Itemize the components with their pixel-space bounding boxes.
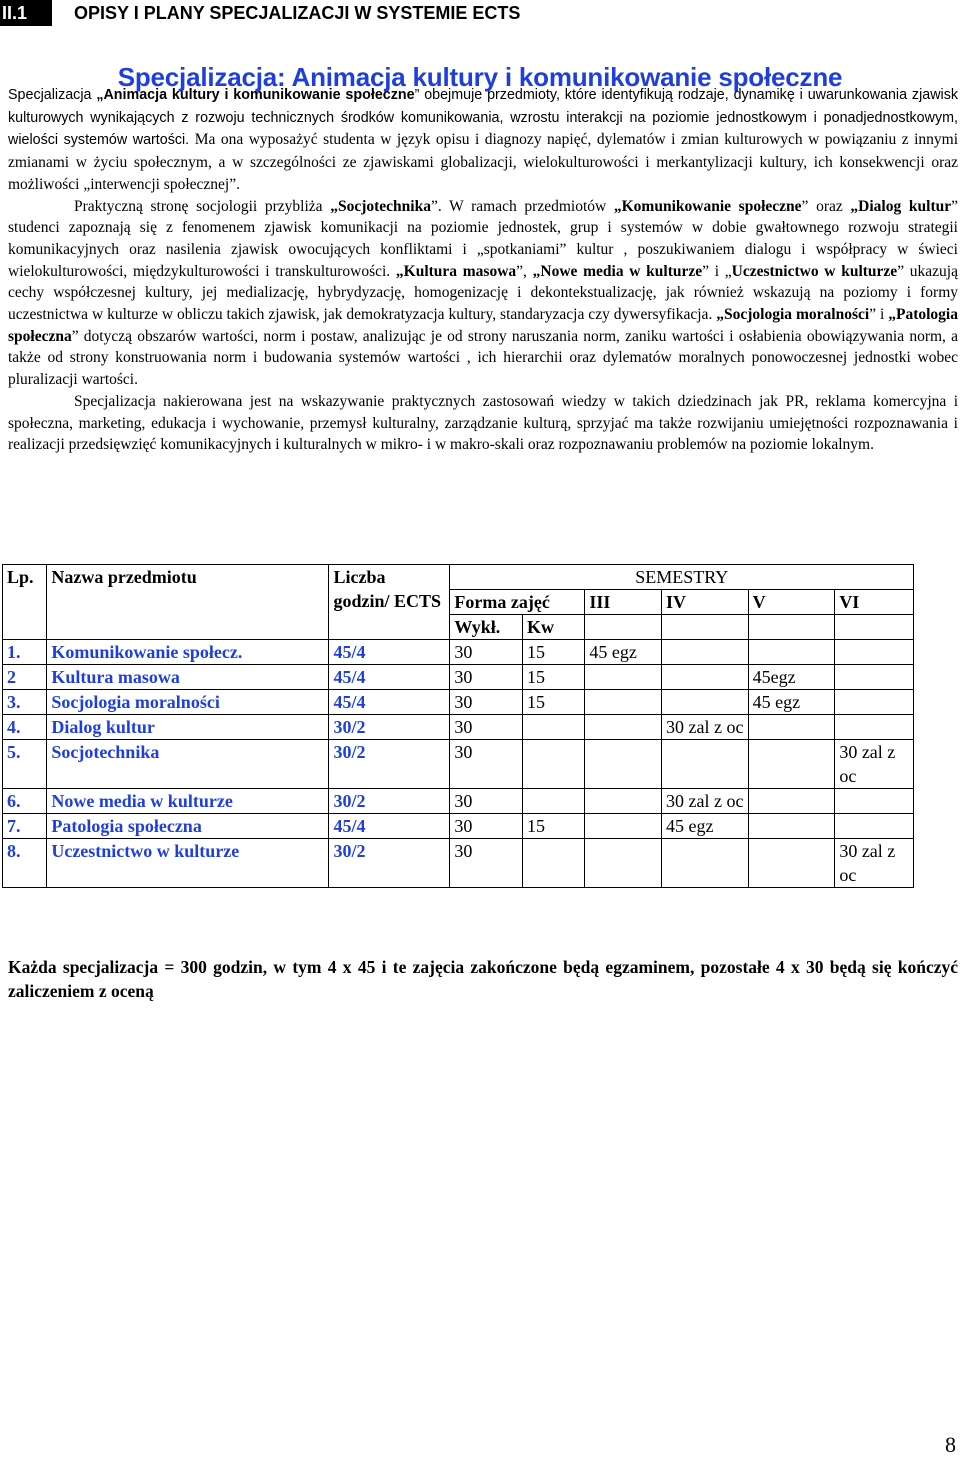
- row-lp: 4.: [3, 715, 47, 740]
- row-hours: 45/4: [329, 665, 450, 690]
- header-hours: Liczba godzin/ ECTS: [329, 565, 450, 640]
- header-empty: [835, 615, 914, 640]
- row-sem-iii: [585, 740, 662, 789]
- row-kw: 15: [522, 640, 584, 665]
- p2-p: „Patologia społeczna: [8, 306, 958, 345]
- row-lp: 3.: [3, 690, 47, 715]
- row-sem-iii: [585, 690, 662, 715]
- p2-f: „Dialog kultur: [850, 197, 952, 215]
- header-empty: [585, 615, 662, 640]
- row-sem-v: [748, 789, 835, 814]
- row-wykl: 30: [450, 814, 523, 839]
- intro-text: [8, 84, 958, 456]
- row-wykl: 30: [450, 789, 523, 814]
- section-number: II.1: [0, 0, 52, 26]
- row-sem-vi: [835, 814, 914, 839]
- row-name: Kultura masowa: [47, 665, 329, 690]
- row-sem-iv: 30 zal z oc: [662, 789, 749, 814]
- row-name: Patologia społeczna: [47, 814, 329, 839]
- row-sem-v: [748, 715, 835, 740]
- table-row: [3, 715, 914, 740]
- intro-paragraph-2: [8, 196, 958, 391]
- header-forma: Forma zajęć: [450, 590, 585, 615]
- row-kw: [522, 715, 584, 740]
- row-sem-v: [748, 640, 835, 665]
- row-hours: 45/4: [329, 640, 450, 665]
- row-sem-iv: 45 egz: [662, 814, 749, 839]
- row-sem-iii: [585, 665, 662, 690]
- header-empty: [748, 615, 835, 640]
- header-sem-iv: IV: [662, 590, 749, 615]
- p2-i: ”,: [516, 262, 533, 280]
- table-header-row-1: [3, 565, 914, 590]
- row-lp: 6.: [3, 789, 47, 814]
- header-sem-iii: III: [585, 590, 662, 615]
- table-row: [3, 814, 914, 839]
- header-kw: Kw: [522, 615, 584, 640]
- row-sem-iii: [585, 715, 662, 740]
- p2-n: „Socjologia moralności: [716, 306, 870, 324]
- table-row: [3, 690, 914, 715]
- row-sem-iii: 45 egz: [585, 640, 662, 665]
- row-sem-iv: [662, 740, 749, 789]
- row-kw: 15: [522, 665, 584, 690]
- row-sem-iv: [662, 690, 749, 715]
- row-name: Uczestnictwo w kulturze: [47, 839, 329, 888]
- table-row: [3, 740, 914, 789]
- table-row: [3, 665, 914, 690]
- row-kw: [522, 740, 584, 789]
- header-empty: [662, 615, 749, 640]
- row-sem-vi: 30 zal z oc: [835, 839, 914, 888]
- p1-a: Specjalizacja: [8, 87, 97, 103]
- row-sem-iii: [585, 814, 662, 839]
- row-hours: 45/4: [329, 690, 450, 715]
- row-sem-v: 45egz: [748, 665, 835, 690]
- row-sem-iv: [662, 839, 749, 888]
- p2-j: „Nowe media w kulturze: [532, 262, 703, 280]
- row-lp: 1.: [3, 640, 47, 665]
- row-sem-vi: [835, 640, 914, 665]
- intro-paragraph-1: [8, 84, 958, 196]
- row-lp: 2: [3, 665, 47, 690]
- p2-c: ”. W ramach przedmiotów: [430, 197, 614, 215]
- row-lp: 7.: [3, 814, 47, 839]
- row-hours: 30/2: [329, 715, 450, 740]
- row-wykl: 30: [450, 640, 523, 665]
- footer-note: Każda specjalizacja = 300 godzin, w tym 4 x 45 i te zajęcia zakończone będą egzaminem, pozostałe 4 x 30 będą się kończyć zaliczeniem z oceną: [8, 957, 958, 1001]
- courses-table: [2, 564, 914, 888]
- header-lp: Lp.: [3, 565, 47, 640]
- page-number: 8: [945, 1432, 956, 1457]
- row-sem-iii: [585, 789, 662, 814]
- row-sem-iii: [585, 839, 662, 888]
- p2-l: Uczestnictwo w kulturze: [731, 262, 898, 280]
- p2-a: Praktyczną stronę socjologii przybliża: [74, 197, 331, 215]
- row-sem-vi: [835, 690, 914, 715]
- row-kw: [522, 839, 584, 888]
- row-wykl: 30: [450, 665, 523, 690]
- p1-c: ” obejmuje przedmioty, które identyfikują rodzaje, dynamikę i uwarunkowania zjawisk kulturowych wynikających z rozwoju technicznych środków komunikowania, wzrostu interakcji na poziomie jednostkowym i ponadjednostkowym, wielości systemów wartości.: [8, 87, 958, 149]
- row-lp: 8.: [3, 839, 47, 888]
- p1-b: „Animacja kultury i komunikowanie społeczne: [96, 87, 415, 103]
- row-kw: [522, 789, 584, 814]
- row-hours: 30/2: [329, 789, 450, 814]
- p2-d: „Komunikowanie społeczne: [613, 197, 802, 215]
- table-row: [3, 839, 914, 888]
- row-hours: 30/2: [329, 839, 450, 888]
- header-sem-vi: VI: [835, 590, 914, 615]
- row-sem-vi: [835, 715, 914, 740]
- p2-q: ” dotyczą obszarów wartości, norm i postaw, analizując je od strony naruszania norm, zaniku wartości i osłabienia obowiązywania norm, a także od strony konstruowania norm i budowania systemów wartości , ich hierarchii oraz dylematów moralnych ponowoczesnej jednostki wobec pluralizacji wartości.: [8, 327, 958, 389]
- row-kw: 15: [522, 814, 584, 839]
- row-sem-v: [748, 839, 835, 888]
- p2-g: ” studenci zapoznają się z fenomenem zjawisk komunikacji na poziomie jednostek, grup i systemów w dobie gwałtownego rozwoju strategii komunikacyjnych oraz nasilenia zjawisk owocujących konfliktami i „spotkaniami” kultur , poszukiwaniem dialogu i współpracy w świeci wielokulturowości, międzykulturowości i transkulturowości.: [8, 197, 958, 280]
- p2-e: ” oraz: [801, 197, 851, 215]
- row-sem-iv: [662, 640, 749, 665]
- header-name: Nazwa przedmiotu: [47, 565, 329, 640]
- row-wykl: 30: [450, 839, 523, 888]
- row-wykl: 30: [450, 715, 523, 740]
- p2-k: ” i „: [702, 262, 732, 280]
- table-row: [3, 640, 914, 665]
- row-sem-v: 45 egz: [748, 690, 835, 715]
- row-name: Socjologia moralności: [47, 690, 329, 715]
- p2-b: „Socjotechnika: [330, 197, 431, 215]
- row-name: Dialog kultur: [47, 715, 329, 740]
- row-hours: 45/4: [329, 814, 450, 839]
- p1-d: Ma ona wyposażyć studenta w język opisu i diagnozy napięć, dylematów i zmian kulturowych w powiązaniu z innymi zmianami w życiu społecznym, a w szczególności ze zjawiskami globalizacji, wielokulturowości i merkantylizacji kultury, ich konsekwencji oraz możliwości „interwencji społecznej”.: [8, 131, 958, 193]
- row-sem-v: [748, 814, 835, 839]
- header-semestry: SEMESTRY: [450, 565, 914, 590]
- row-kw: 15: [522, 690, 584, 715]
- row-wykl: 30: [450, 740, 523, 789]
- p2-o: ” i: [869, 306, 889, 324]
- row-name: Socjotechnika: [47, 740, 329, 789]
- p2-h: „Kultura masowa: [395, 262, 517, 280]
- row-lp: 5.: [3, 740, 47, 789]
- row-wykl: 30: [450, 690, 523, 715]
- row-name: Komunikowanie społecz.: [47, 640, 329, 665]
- row-name: Nowe media w kulturze: [47, 789, 329, 814]
- row-sem-iv: [662, 665, 749, 690]
- section-title: OPISY I PLANY SPECJALIZACJI W SYSTEMIE ECTS: [74, 3, 521, 23]
- row-sem-v: [748, 740, 835, 789]
- header-wykl: Wykł.: [450, 615, 523, 640]
- section-header: [0, 0, 960, 26]
- header-sem-v: V: [748, 590, 835, 615]
- row-sem-vi: 30 zal z oc: [835, 740, 914, 789]
- specialization-title: Specjalizacja: Animacja kultury i komunikowanie społeczne: [117, 62, 843, 92]
- intro-paragraph-3: Specjalizacja nakierowana jest na wskazywanie praktycznych zastosowań wiedzy w takich dziedzinach jak PR, reklama komercyjna i społeczna, marketing, edukacja i wychowanie, przemysł kulturalny, zarządzanie kulturą, sprzyjać ma także rozwijaniu umiejętności rozpoznawania i realizacji przedsięwzięć komunikacyjnych i kulturalnych w mikro- i w makro-skali oraz rozpoznawaniu problemów na poziomie lokalnym.: [8, 392, 958, 454]
- row-sem-vi: [835, 789, 914, 814]
- row-hours: 30/2: [329, 740, 450, 789]
- p2-m: ” ukazują cechy współczesnej kultury, jej medializację, hybrydyzację, homogenizację i dekontekstualizację, jak również wskazują na poziomy i formy uczestnictwa w kulturze w obliczu takich zjawisk, jak demokratyzacja kultury, standaryzacja czy dywersyfikacja.: [8, 262, 958, 324]
- table-row: [3, 789, 914, 814]
- row-sem-iv: 30 zal z oc: [662, 715, 749, 740]
- row-sem-vi: [835, 665, 914, 690]
